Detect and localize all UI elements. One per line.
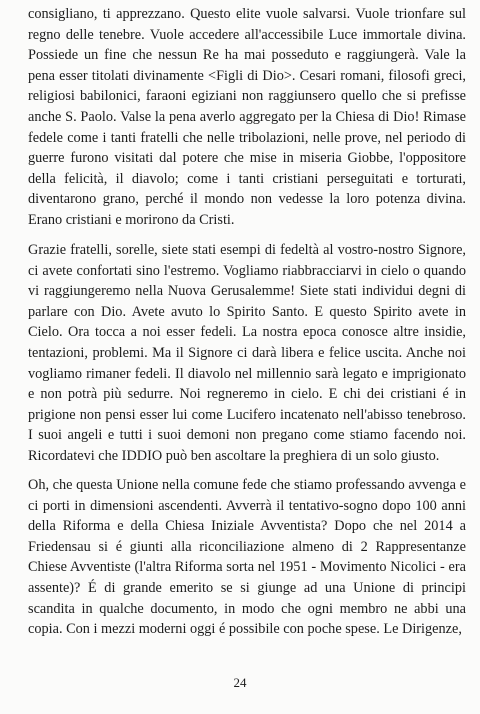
page-number: 24 [233,675,247,690]
paragraph-1: consigliano, ti apprezzano. Questo elite vuole salvarsi. Vuole trionfare sul regno delle tenebre. Vuole accedere all'accessibile Luce immortale divina. Possiede un fine che nessun Re ha mai posseduto e raggiungerà. Vale la pena esser titolati divinamente <Figli di Dio>. Cesari romani, filosofi greci, religiosi babilonici, faraoni egiziani non raggiunsero quello che si prefisse anche S. Paolo. Valse la pena averlo aggregato per la Chiesa di Dio! Rimase fedele come i tanti fratelli che nelle tribolazioni, nelle prove, nel periodo di guerre furono visitati dal potere che mise in miseria Giobbe, l'oppositore della felicità, il diavolo; come i tanti cristiani perseguitati e torturati, diventarono grano, perché il mondo non vedesse la loro potenza divina. Erano cristiani e morirono da Cristi. [28,6,466,228]
paragraph-2: Grazie fratelli, sorelle, siete stati esempi di fedeltà al vostro-nostro Signore, ci avete confortati sino l'estremo. Vogliamo riabbracciarvi in cielo o quando vi raggiungeremo nella Nuova Gerusalemme! Siete stati individui degni di parlare con Dio. Avete avuto lo Spirito Santo. E questo Spirito avete in Cielo. Ora tocca a noi esser fedeli. La nostra epoca conosce altre insidie, tentazioni, problemi. Ma il Signore ci darà libera e felice uscita. Anche noi vogliamo rimaner fedeli. Il diavolo nel millennio sarà legato e imprigionato e non potrà più sedurre. Noi regneremo in cielo. E chi dei cristiani é in prigione non pensi esser lui come Lucifero incatenato nell'abisso tenebroso. I suoi angeli e tutti i suoi demoni non pregano come stiamo facendo noi. Ricordatevi che IDDIO può ben ascoltare la preghiera di un solo giusto. [28,242,466,464]
paragraph-3: Oh, che questa Unione nella comune fede che stiamo professando avvenga e ci porti in dimensioni ascendenti. Avverrà il tentativo-sogno dopo 100 anni della Riforma e della Chiesa Iniziale Avventista? Dopo che nel 2014 a Friedensau si é giunti alla riconciliazione almeno di 2 Rappresentanze Chiese Avventiste (l'altra Riforma sorta nel 1951 - Movimento Nicolici - era assente)? É di grande emerito se si giunge ad una Unione di principi scandita in qualche documento, in modo che ogni membro ne abbi una copia. Con i mezzi moderni oggi é possibile con poche spese. Le Dirigenze, [28,477,466,638]
